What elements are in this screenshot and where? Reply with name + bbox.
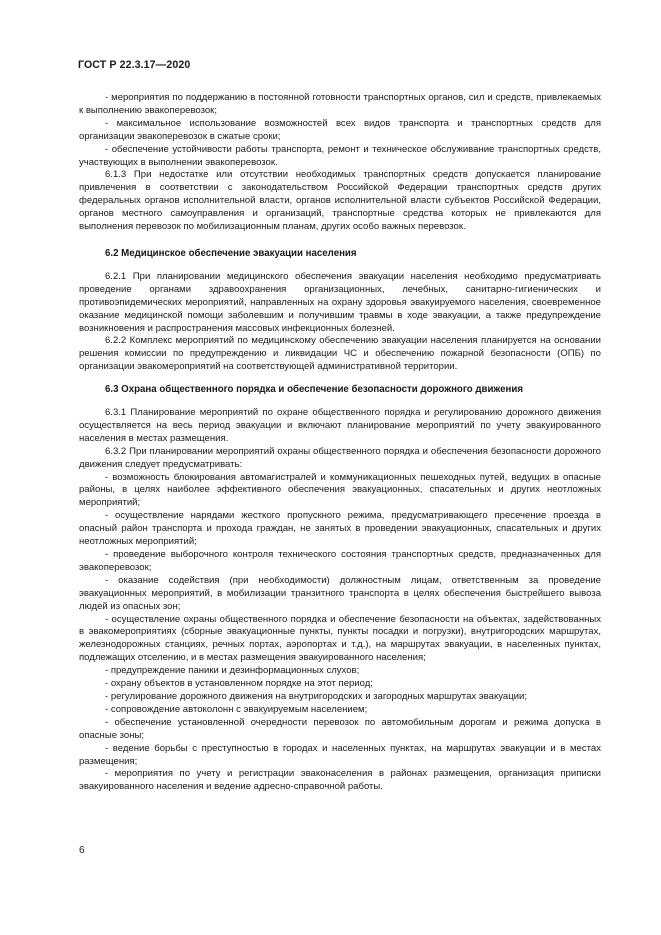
section-heading-6-2: 6.2 Медицинское обеспечение эвакуации населения [105, 247, 357, 259]
list-item: - сопровождение автоколонн с эвакуируемым населением; [105, 703, 368, 715]
page-number: 6 [79, 845, 85, 856]
list-item: - предупреждение паники и дезинформационных слухов; [105, 665, 360, 677]
list-item: - осуществление охраны общественного порядка и обеспечение безопасности на объектах, задействованных в эвакомероприятиях (сборные эвакуационные пункты, пункты посадки и погрузки), внутригородских маршрутах, железнодорожных станциях, речных портах, аэропортах и т.д.), на маршрутах эвакуации, в населенных пунктах, подлежащих отселению, и в местах размещения эвакуированного населения; [79, 613, 601, 664]
list-item: - мероприятия по учету и регистрации эваконаселения в районах размещения, организация приписки эвакуированного населения и ведение адресно-справочной работы. [79, 768, 601, 793]
paragraph-6-2-2: 6.2.2 Комплекс мероприятий по медицинскому обеспечению эвакуации населения планируется на основании решения комиссии по предупреждению и ликвидации ЧС и обеспечению пожарной безопасности (ОПБ) по организации эвакомероприятий на соответствующей административной территории. [79, 335, 601, 373]
paragraph-6-3-2: 6.3.2 При планировании мероприятий охраны общественного порядка и обеспечения безопасности дорожного движения следует предусматривать: [79, 445, 601, 470]
list-item: - регулирование дорожного движения на внутригородских и загородных маршрутах эвакуации; [105, 690, 527, 702]
paragraph-6-3-1: 6.3.1 Планирование мероприятий по охране общественного порядка и регулированию дорожного движения осуществляется на весь период эвакуации и включают планирование мероприятий по учету эвакуированного населения в местах размещения. [79, 407, 601, 444]
list-item: - охрану объектов в установленном порядке на этот период; [105, 678, 373, 690]
list-item: - максимальное использование возможностей всех видов транспорта и транспортных средств для организации эвакоперевозок в сжатые сроки; [79, 117, 601, 142]
section-heading-6-3: 6.3 Охрана общественного порядка и обеспечение безопасности дорожного движения [105, 384, 523, 396]
list-item: - оказание содействия (при необходимости) должностным лицам, ответственным за проведение эвакуационных мероприятий, в мобилизации транзитного транспорта в целях обеспечения быстрейшего вывоза людей из опасных зон; [79, 574, 601, 612]
standard-header: ГОСТ Р 22.3.17—2020 [78, 59, 191, 71]
list-item: - ведение борьбы с преступностью в городах и населенных пунктах, на маршрутах эвакуации и в местах размещения; [79, 742, 601, 767]
list-item: - обеспечение установленной очередности перевозок по автомобильным дорогам и режима допуска в опасные зоны; [79, 716, 601, 741]
paragraph-6-1-3: 6.1.3 При недостатке или отсутствии необходимых транспортных средств допускается планирование привлечения в соответствии с законодательством Российской Федерации транспортных средств других федеральных органов исполнительной власти, органов исполнительной власти субъектов Российской Федерации, органов местного самоуправления и организаций, транспортные средства которых не привлекаются для выполнения перевозок по мобилизационным планам, других особо важных перевозок. [79, 169, 601, 233]
paragraph-6-2-1: 6.2.1 При планировании медицинского обеспечения эвакуации населения необходимо предусматривать проведение органами здравоохранения организационных, лечебных, санитарно-гигиенических и противоэпидемических мероприятий, направленных на охрану здоровья эвакуируемого населения, своевременное оказание медицинской помощи заболевшим и получившим травмы в ходе эвакуации, а также предупреждение возникновения и распространения массовых инфекционных болезней. [79, 270, 601, 334]
list-item: - осуществление нарядами жесткого пропускного режима, предусматривающего пресечение проезда в опасный район транспорта и прохода граждан, не занятых в проведении эвакуационных, спасательных и других неотложных мероприятий; [79, 510, 601, 548]
list-item: - возможность блокирования автомагистралей и коммуникационных пешеходных путей, ведущих в опасные районы, в целях наиболее эффективного обеспечения эвакуационных, спасательных и других неотложных мероприятий; [79, 471, 601, 509]
list-item: - проведение выборочного контроля технического состояния транспортных средств, предназначенных для эвакоперевозок; [79, 549, 601, 573]
list-item: - обеспечение устойчивости работы транспорта, ремонт и техническое обслуживание транспортных средств, участвующих в выполнении эвакоперевозок. [79, 143, 601, 168]
list-item: - мероприятия по поддержанию в постоянной готовности транспортных органов, сил и средств, привлекаемых к выполнению эвакоперевозок; [79, 92, 601, 116]
document-body [79, 92, 601, 794]
